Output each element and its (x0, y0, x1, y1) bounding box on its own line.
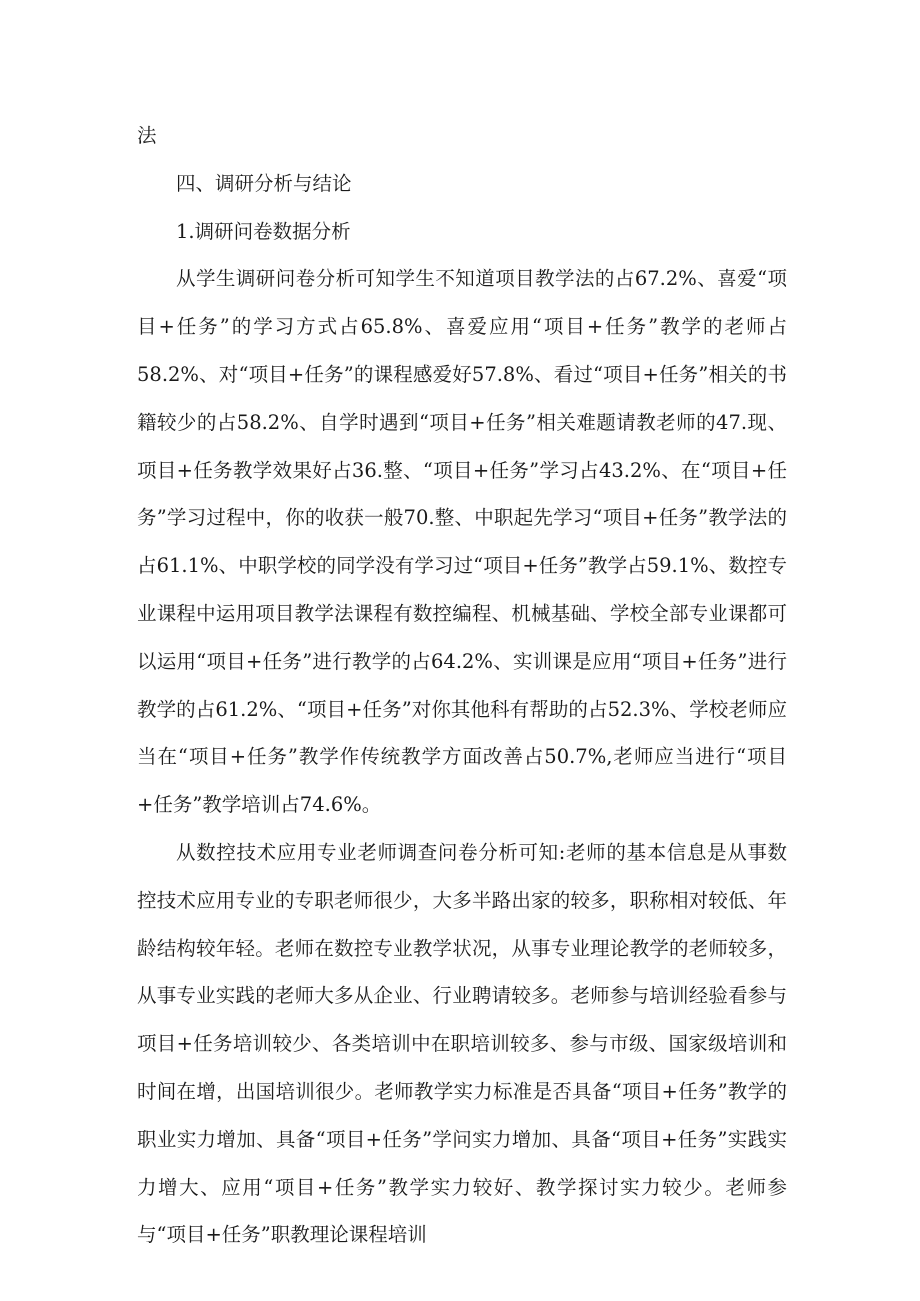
carryover-line: 法 (137, 124, 157, 147)
subsection-heading: 1.调研问卷数据分析 (176, 219, 351, 243)
paragraph-teacher-survey: 从数控技术应用专业老师调查问卷分析可知:老师的基本信息是从事数控技术应用专业的专职老师很少，大多半路出家的较多，职称相对较低、年龄结构较年轻。老师在数控专业教学状况，从事专业理论教学的老师较多，从事专业实践的老师大多从企业、行业聘请较多。老师参与培训经验看参与项目+任务培训较少、各类培训中在职培训较多、参与市级、国家级培训和时间在增，出国培训很少。老师教学实力标准是否具备“项目+任务”教学的职业实力增加、具备“项目+任务”学问实力增加、具备“项目+任务”实践实力增大、应用“项目+任务”教学实力较好、教学探讨实力较少。老师参与“项目+任务”职教理论课程培训 (137, 840, 787, 1247)
paragraph-student-survey: 从学生调研问卷分析可知学生不知道项目教学法的占67.2%、喜爱“项目+任务”的学习方式占65.8%、喜爱应用“项目+任务”教学的老师占58.2%、对“项目+任务”的课程感爱好57.8%、看过“项目+任务”相关的书籍较少的占58.2%、自学时遇到“项目+任务”相关难题请教老师的47.现、项目+任务教学效果好占36.整、“项目+任务”学习占43.2%、在“项目+任务”学习过程中，你的收获一般70.整、中职起先学习“项目+任务”教学法的占61.1%、中职学校的同学没有学习过“项目+任务”教学占59.1%、数控专业课程中运用项目教学法课程有数控编程、机械基础、学校全部专业课都可以运用“项目+任务”进行教学的占64.2%、实训课是应用“项目+任务”进行教学的占61.2%、“项目+任务”对你其他科有帮助的占52.3%、学校老师应当在“项目+任务”教学作传统教学方面改善占50.7%,老师应当进行“项目+任务”教学培训占74.6%。 (137, 267, 787, 817)
section-heading: 四、调研分析与结论 (176, 171, 352, 195)
document-body (137, 112, 787, 1259)
